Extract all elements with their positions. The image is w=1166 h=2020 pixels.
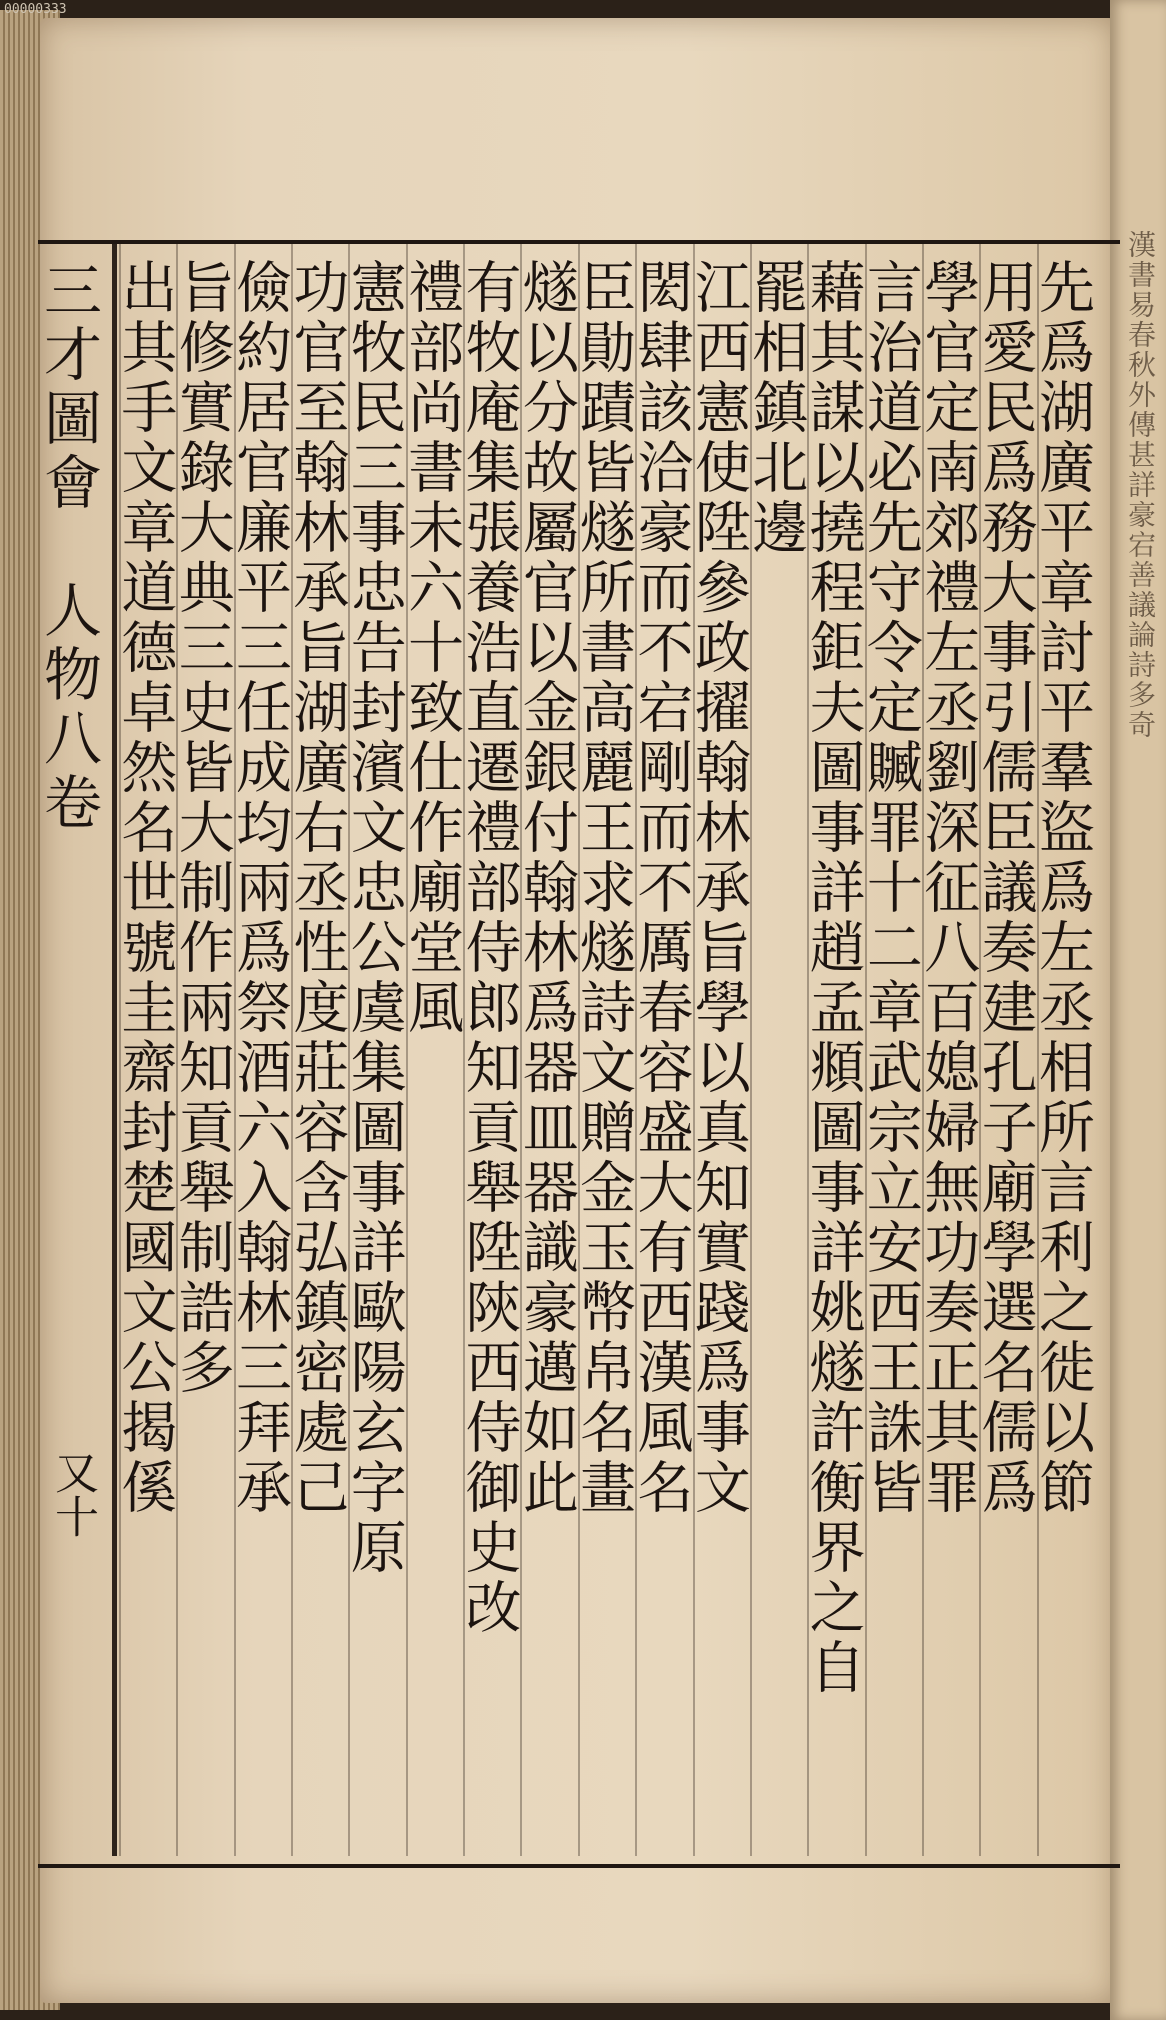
text-column: 先爲湖廣平章討平羣盜爲左丞相所言利之徙以節 [1029,258,1095,1518]
text-column: 閎肆該洽豪而不宕剛而不厲春容盛大有西漢風名 [628,258,694,1518]
text-column: 言治道必先守令定贓罪十二章武宗立安西王誅皆 [857,258,923,1518]
margin-book-title: 三才圖會 [34,260,102,516]
text-column: 罷相鎮北邊 [743,258,809,558]
library-mark: 00000333 [4,2,67,17]
text-column: 有牧庵集張養浩直遷禮部侍郎知貢舉陞陝西侍御史改 [456,258,522,1638]
text-column: 江西憲使陞參政擢翰林承旨學以真知實踐爲事文 [685,258,751,1518]
text-column: 旨修實錄大典三史皆大制作兩知貢舉制誥多 [169,258,235,1398]
facing-page-text: 漢書易春秋外傳甚詳豪宕善議論詩多奇 [1124,230,1157,740]
text-column: 藉其謀以撓程鉅夫圖事詳趙孟頫圖事詳姚燧許衡界之自 [800,258,866,1698]
column-rule [119,244,121,1856]
text-column: 用愛民爲務大事引儒臣議奏建孔子廟學選名儒爲 [972,258,1038,1518]
text-column: 功官至翰林承旨湖廣右丞性度莊容含弘鎮密處己 [284,258,350,1518]
margin-page-number: 又十 [47,1450,98,1538]
margin-title [34,260,110,1860]
text-column: 燧以分故屬官以金銀付翰林爲器皿器識豪邁如此 [513,258,579,1518]
text-column: 臣勛蹟皆燧所書高麗王求燧詩文贈金玉幣帛名畫 [571,258,637,1518]
text-column: 學官定南郊禮左丞劉深征八百媳婦無功奏正其罪 [915,258,981,1518]
margin-section: 人物八卷 [34,580,102,836]
text-column: 儉約居官廉平三任成均兩爲祭酒六入翰林三拜承 [227,258,293,1518]
text-column: 禮部尚書未六十致仕作廟堂風 [399,258,465,1038]
text-column: 憲牧民三事忠告封濱文忠公虞集圖事詳歐陽玄字原 [341,258,407,1578]
text-column: 出其手文章道德卓然名世號圭齋封楚國文公揭傒 [112,258,178,1518]
